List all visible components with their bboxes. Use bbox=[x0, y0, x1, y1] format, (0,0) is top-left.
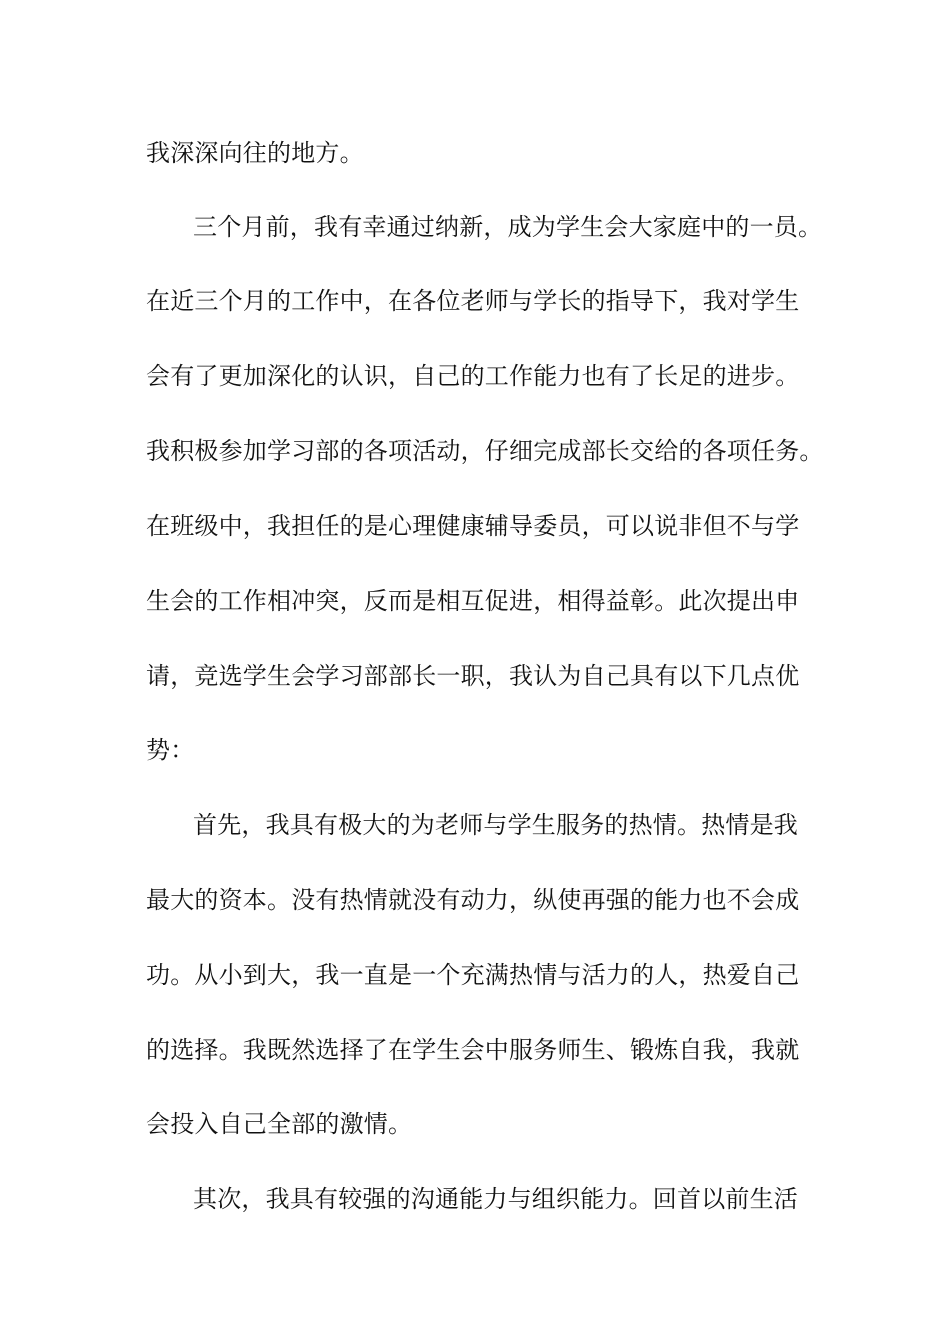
text-line: 在近三个月的工作中，在各位老师与学长的指导下，我对学生 bbox=[146, 287, 800, 315]
text-line: 势： bbox=[146, 736, 195, 764]
text-line: 我深深向往的地方。 bbox=[146, 139, 364, 167]
text-line: 会有了更加深化的认识，自己的工作能力也有了长足的进步。 bbox=[146, 362, 800, 390]
text-line: 生会的工作相冲突，反而是相互促进，相得益彰。此次提出申 bbox=[146, 587, 800, 615]
text-line: 最大的资本。没有热情就没有动力，纵使再强的能力也不会成 bbox=[146, 886, 800, 914]
text-line: 我积极参加学习部的各项活动，仔细完成部长交给的各项任务。 bbox=[146, 437, 824, 465]
text-line: 会投入自己全部的激情。 bbox=[146, 1110, 413, 1138]
text-line: 的选择。我既然选择了在学生会中服务师生、锻炼自我，我就 bbox=[146, 1036, 800, 1064]
text-line: 在班级中，我担任的是心理健康辅导委员，可以说非但不与学 bbox=[146, 512, 800, 540]
text-line: 功。从小到大，我一直是一个充满热情与活力的人，热爱自己 bbox=[146, 961, 800, 989]
text-line: 请，竞选学生会学习部部长一职，我认为自己具有以下几点优 bbox=[146, 662, 800, 690]
paragraph-start-line: 其次，我具有较强的沟通能力与组织能力。回首以前生活 bbox=[193, 1185, 798, 1213]
paragraph-start-line: 三个月前，我有幸通过纳新，成为学生会大家庭中的一员。 bbox=[193, 213, 823, 241]
paragraph-start-line: 首先，我具有极大的为老师与学生服务的热情。热情是我 bbox=[193, 811, 798, 839]
